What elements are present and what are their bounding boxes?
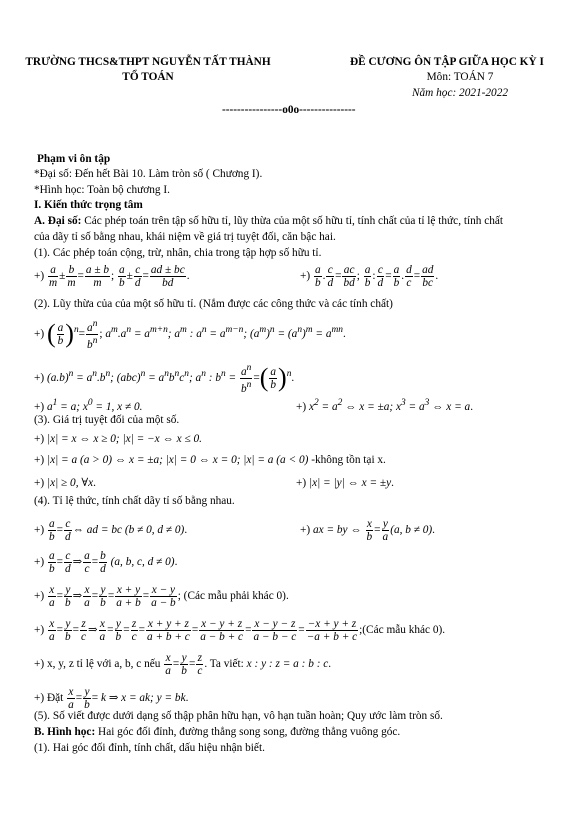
algebra-intro-line2: của dãy tỉ số bằng nhau, khái niệm về giá trị tuyệt đối, căn bậc hai. bbox=[34, 231, 336, 243]
school-year: Năm học: 2021-2022 bbox=[411, 87, 508, 99]
formula-proportional: +) x, y, z tỉ lệ với a, b, c nếu $\frac{x}{a}$ = $\frac{y}{b}$ = $\frac{z}{c}$ . Ta viết: x : y : z = a : b : c. bbox=[34, 652, 332, 677]
topic-2: (2). Lũy thừa của của một số hữu tỉ. (Nắm được các công thức và các tính chất) bbox=[34, 298, 393, 310]
formula-ratio-2: +) ax = by ⇔ $\frac{x}{b}$ = $\frac{y}{a}$ (a, b ≠ 0). bbox=[300, 518, 435, 543]
document-title: ĐỀ CƯƠNG ÔN TẬP GIỮA HỌC KỲ I bbox=[350, 56, 544, 68]
formula-abs-2: +) |x| = a (a > 0) ⇔ x = ±a; |x| = 0 ⇔ x = 0; |x| = a (a < 0) -không tồn tại x. bbox=[34, 454, 386, 466]
algebra-intro-text: Các phép toán trên tập số hữu tỉ, lũy thừa của một số hữu tỉ, tính chất của tỉ lệ thức, tính chất bbox=[81, 215, 504, 227]
formula-set-k: +) Đặt $\frac{x}{a}$ = $\frac{y}{b}$ = k ⇒ x = ak; y = bk. bbox=[34, 686, 189, 711]
formula-chain-2: +) $\frac{x}{a}$ = $\frac{y}{b}$ ⇒ $\frac{x}{a}$ = $\frac{y}{b}$ = $\frac{x + y}{a + b}$ = $\frac{x - y}{a - b}$ ; (Các mẫu phải khác 0). bbox=[34, 584, 289, 609]
department-name: TỔ TOÁN bbox=[122, 71, 174, 83]
topic-1: (1). Các phép toán cộng, trừ, nhân, chia trong tập hợp số hữu tỉ. bbox=[34, 247, 322, 259]
write-text: . Ta viết: bbox=[204, 658, 247, 671]
scope-geometry: *Hình học: Toàn bộ chương I. bbox=[34, 184, 170, 196]
algebra-label: A. Đại số: bbox=[34, 215, 82, 227]
formula-power-product: +) $(a.b)^n = a^n.b^n$; $(abc)^n = a^nb^nc^n$; $a^n$ : $b^n$ = $\frac{a^n}{b^n}$ =( $\frac{a}{b}$ )$^n$. bbox=[34, 363, 295, 395]
formula-ratio-3: +) $\frac{a}{b}$ = $\frac{c}{d}$ ⇒ $\frac{a}{c}$ = $\frac{b}{d}$ (a, b, c, d ≠ 0). bbox=[34, 550, 178, 575]
formula-ratio-1: +) $\frac{a}{b}$ = $\frac{c}{d}$ ⇔ ad = bc (b ≠ 0, d ≠ 0). bbox=[34, 518, 188, 543]
note-denominators-1: ; (Các mẫu phải khác 0). bbox=[177, 590, 289, 603]
geometry-label: B. Hình học: bbox=[34, 726, 96, 738]
geometry-intro-text: Hai góc đối đỉnh, đường thẳng song song, đường thẳng vuông góc. bbox=[95, 726, 401, 738]
formula-add-sub: +) $\frac{a}{m}$ ± $\frac{b}{m}$ = $\frac{a \pm b}{m}$ ; $\frac{a}{b}$ ± $\frac{c}{d}$ = $\frac{ad \pm bc}{bd}$ . bbox=[34, 264, 190, 289]
subject-text: Môn: TOÁN 7 bbox=[426, 71, 494, 83]
geometry-intro bbox=[34, 726, 400, 738]
school-name: TRƯỜNG THCS&THPT NGUYỄN TẤT THÀNH bbox=[25, 56, 271, 68]
formula-abs-4: +) |x| = |y| ⇔ x = ±y. bbox=[296, 477, 394, 489]
formula-abs-1: +) |x| = x ⇔ x ≥ 0; |x| = −x ⇔ x ≤ 0. bbox=[34, 433, 202, 445]
scope-algebra: *Đại số: Đến hết Bài 10. Làm tròn số ( Chương I). bbox=[34, 168, 263, 180]
note-denominators-2: ;(Các mẫu khác 0). bbox=[359, 624, 446, 637]
scope-title: Phạm vi ôn tập bbox=[37, 153, 111, 165]
formula-mul-div: +) $\frac{a}{b}$ . $\frac{c}{d}$ = $\frac{ac}{bd}$ ; $\frac{a}{b}$ : $\frac{c}{d}$ = $\frac{a}{b}$ . $\frac{d}{c}$ = $\frac{ad}{bc}$ . bbox=[300, 264, 439, 289]
formula-power-zero: +) $a^1 = a$; $x^0 = 1$, x ≠ 0. bbox=[34, 398, 143, 413]
formula-chain-3: +) $\frac{x}{a}$ = $\frac{y}{b}$ = $\frac{z}{c}$ ⇒ $\frac{x}{a}$ = $\frac{y}{b}$ = $\frac{z}{c}$ = $\frac{x + y + z}{a + b + c}$ = $\frac{x - y + z}{a - b + c}$ = $\frac{x - y - z}{a - b - c}$ = $\frac{-x + y + z}{-a + b + c}$ ;(Các mẫu khác 0). bbox=[34, 618, 446, 643]
topic-3: (3). Giá trị tuyệt đối của một số. bbox=[34, 414, 180, 426]
geometry-topic-1: (1). Hai góc đối đỉnh, tính chất, dấu hiệu nhận biết. bbox=[34, 742, 265, 754]
topic-5: (5). Số viết được dưới dạng số thập phân hữu hạn, vô hạn tuần hoàn; Quy ước làm tròn số. bbox=[34, 710, 443, 722]
proportional-text: +) x, y, z tỉ lệ với a, b, c nếu bbox=[34, 658, 164, 671]
topic-4: (4). Tỉ lệ thức, tính chất dãy tỉ số bằng nhau. bbox=[34, 495, 235, 507]
abs-note: -không tồn tại x. bbox=[308, 454, 386, 466]
formula-power-fraction: +) ( $\frac{a}{b}$ )$^n$= $\frac{a^n}{b^n}$ ; $a^m.a^n = a^{m+n}$; $a^m$ : $a^n = a^{m-n}$; $(a^m)^n = (a^n)^m = a^{mn}$. bbox=[34, 319, 346, 351]
algebra-intro-line1 bbox=[34, 215, 503, 227]
section-title: I. Kiến thức trọng tâm bbox=[34, 199, 143, 211]
formula-square-cube: +) $x^2 = a^2$ ⇔ x = ±a; $x^3 = a^3$ ⇔ x = a. bbox=[296, 398, 474, 413]
formula-abs-3: +) |x| ≥ 0, ∀x. bbox=[34, 477, 96, 489]
divider-ornament: ----------------o0o--------------- bbox=[222, 104, 356, 116]
subject-label bbox=[350, 71, 570, 83]
set-text: +) Đặt bbox=[34, 692, 67, 705]
